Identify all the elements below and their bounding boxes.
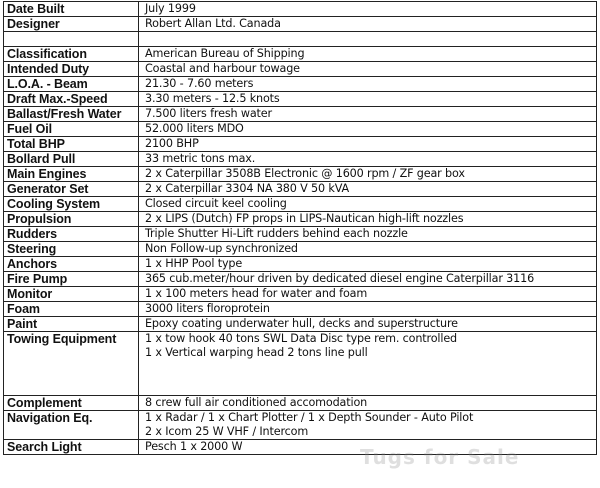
spec-value-line: 3.30 meters - 12.5 knots [145, 92, 280, 105]
spec-value-line: 2 x Caterpillar 3508B Electronic @ 1600 rpm / ZF gear box [145, 167, 465, 180]
spec-label: Anchors [4, 257, 139, 272]
spec-value [139, 242, 597, 257]
spec-label: Ballast/Fresh Water [4, 107, 139, 122]
spec-row [4, 77, 597, 92]
spec-label: Search Light [4, 440, 139, 455]
spec-label: Foam [4, 302, 139, 317]
spec-row [4, 396, 597, 411]
spec-row [4, 317, 597, 332]
spec-value-line: Pesch 1 x 2000 W [145, 440, 243, 453]
spec-value-line: 365 cub.meter/hour driven by dedicated diesel engine Caterpillar 3116 [145, 272, 535, 285]
spec-label: Fuel Oil [4, 122, 139, 137]
spec-label: Fire Pump [4, 272, 139, 287]
spec-row [4, 17, 597, 32]
spec-value [139, 17, 597, 32]
spec-value-line: 1 x Radar / 1 x Chart Plotter / 1 x Depth Sounder - Auto Pilot [145, 411, 474, 424]
spec-value [139, 317, 597, 332]
spec-row [4, 227, 597, 242]
spec-label: Date Built [4, 2, 139, 17]
spec-value-line: 1 x 100 meters head for water and foam [145, 287, 368, 300]
spec-value [139, 332, 597, 396]
spec-value-line: 2 x LIPS (Dutch) FP props in LIPS-Nautican high-lift nozzles [145, 212, 464, 225]
spec-value-line: 1 x HHP Pool type [145, 257, 243, 270]
spec-row [4, 272, 597, 287]
spec-row [4, 411, 597, 440]
spec-value-line: American Bureau of Shipping [145, 47, 305, 60]
spec-value-line: 7.500 liters fresh water [145, 107, 272, 120]
spec-value-line: 8 crew full air conditioned accomodation [145, 396, 368, 409]
spec-value-line: Coastal and harbour towage [145, 62, 300, 75]
spec-label: Total BHP [4, 137, 139, 152]
spec-label: Designer [4, 17, 139, 32]
spec-value [139, 212, 597, 227]
spec-row [4, 2, 597, 17]
spec-value [139, 2, 597, 17]
spec-row [4, 47, 597, 62]
spec-value-line: 1 x tow hook 40 tons SWL Data Disc type rem. controlled [145, 332, 457, 345]
watermark: Tugs for Sale [360, 445, 520, 469]
spec-label: Towing Equipment [4, 332, 139, 396]
spec-value [139, 287, 597, 302]
spec-value [139, 107, 597, 122]
spec-label: Classification [4, 47, 139, 62]
spec-value [139, 92, 597, 107]
spec-row [4, 287, 597, 302]
spec-label: Main Engines [4, 167, 139, 182]
spec-value [139, 47, 597, 62]
spec-value [139, 302, 597, 317]
spec-value [139, 122, 597, 137]
spacer-row [4, 32, 597, 47]
spec-value-line: 3000 liters floroprotein [145, 302, 270, 315]
spec-row [4, 440, 597, 455]
spec-row [4, 332, 597, 396]
spec-value [139, 77, 597, 92]
spec-label: L.O.A. - Beam [4, 77, 139, 92]
spec-value-line: 2100 BHP [145, 137, 199, 150]
spec-value-line: Closed circuit keel cooling [145, 197, 287, 210]
spec-value [139, 411, 597, 440]
spec-label: Generator Set [4, 182, 139, 197]
specification-rows [4, 2, 597, 455]
spec-value [139, 137, 597, 152]
spec-value-line: Epoxy coating underwater hull, decks and superstructure [145, 317, 458, 330]
spec-value-line: July 1999 [145, 2, 196, 15]
spec-value [139, 62, 597, 77]
spec-value [139, 182, 597, 197]
spec-label: Draft Max.-Speed [4, 92, 139, 107]
spec-label: Complement [4, 396, 139, 411]
spec-label: Intended Duty [4, 62, 139, 77]
spec-row [4, 107, 597, 122]
spec-value-line: Triple Shutter Hi-Lift rudders behind each nozzle [145, 227, 408, 240]
spec-label: Rudders [4, 227, 139, 242]
spec-label: Steering [4, 242, 139, 257]
spec-value [139, 257, 597, 272]
spec-label: Monitor [4, 287, 139, 302]
spec-value-line: 1 x Vertical warping head 2 tons line pull [145, 346, 368, 359]
spec-row [4, 257, 597, 272]
spec-row [4, 167, 597, 182]
spec-row [4, 137, 597, 152]
spec-row [4, 152, 597, 167]
spec-label: Cooling System [4, 197, 139, 212]
spec-value [139, 440, 597, 455]
spec-value [139, 227, 597, 242]
spec-row [4, 302, 597, 317]
spec-row [4, 197, 597, 212]
spec-label: Propulsion [4, 212, 139, 227]
spec-value [139, 152, 597, 167]
spec-value [139, 272, 597, 287]
spec-label: Bollard Pull [4, 152, 139, 167]
specification-table [3, 1, 597, 455]
spec-row [4, 212, 597, 227]
spec-value-line: 2 x Icom 25 W VHF / Intercom [145, 425, 309, 438]
spec-value-line: Non Follow-up synchronized [145, 242, 298, 255]
spec-label: Paint [4, 317, 139, 332]
spec-label [4, 32, 139, 47]
spec-row [4, 182, 597, 197]
spec-row [4, 122, 597, 137]
spec-value [139, 167, 597, 182]
spec-row [4, 62, 597, 77]
spec-label: Navigation Eq. [4, 411, 139, 440]
spec-value [139, 396, 597, 411]
spec-value [139, 197, 597, 212]
spec-row [4, 242, 597, 257]
spec-row [4, 92, 597, 107]
spec-value [139, 32, 597, 47]
spec-value-line: 21.30 - 7.60 meters [145, 77, 254, 90]
spec-value-line: 52.000 liters MDO [145, 122, 244, 135]
spec-value-line: 33 metric tons max. [145, 152, 256, 165]
spec-value-line: 2 x Caterpillar 3304 NA 380 V 50 kVA [145, 182, 350, 195]
spec-value-line: Robert Allan Ltd. Canada [145, 17, 281, 30]
